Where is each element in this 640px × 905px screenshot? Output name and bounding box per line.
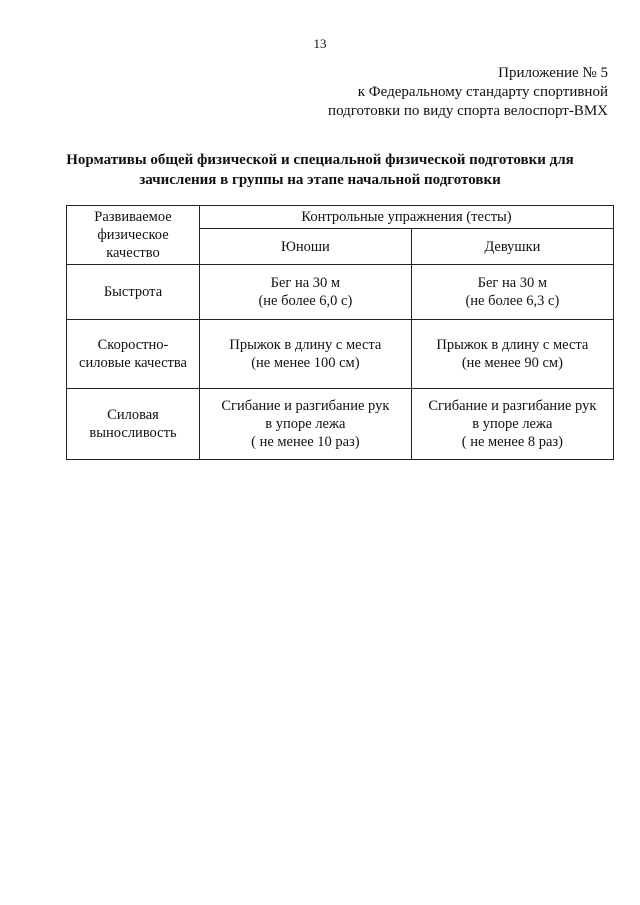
document-title-line-1: Нормативы общей физической и специальной физической подготовки для: [66, 152, 574, 168]
norms-table: [66, 205, 614, 460]
header-tests: Контрольные упражнения (тесты): [200, 206, 614, 229]
row-boys-cell: Бег на 30 м (не более 6,0 с): [200, 265, 412, 320]
row-girls-cell: Сгибание и разгибание рук в упоре лежа ( не менее 8 раз): [411, 389, 613, 460]
row-quality-cell: Быстрота: [67, 265, 200, 320]
table-row: [67, 389, 614, 460]
table-row: [67, 265, 614, 320]
appendix-standard: к Федеральному стандарту спортивной: [357, 84, 608, 100]
appendix-sport: подготовки по виду спорта велоспорт-ВМХ: [328, 103, 608, 119]
row-quality-cell: Скоростно- силовые качества: [67, 320, 200, 389]
row-quality-cell: Силовая выносливость: [67, 389, 200, 460]
row-girls-cell: Бег на 30 м (не более 6,3 с): [411, 265, 613, 320]
row-boys-cell: Прыжок в длину с места (не менее 100 см): [200, 320, 412, 389]
header-girls: Девушки: [411, 229, 613, 265]
table-row: [67, 320, 614, 389]
header-quality: Развиваемое физическое качество: [67, 206, 200, 265]
document-title-line-2: зачисления в группы на этапе начальной подготовки: [139, 172, 501, 188]
appendix-number: Приложение № 5: [498, 65, 608, 81]
document-title: [0, 150, 640, 190]
header-boys: Юноши: [200, 229, 412, 265]
page-number: 13: [313, 36, 327, 51]
row-boys-cell: Сгибание и разгибание рук в упоре лежа ( не менее 10 раз): [200, 389, 412, 460]
row-girls-cell: Прыжок в длину с места (не менее 90 см): [411, 320, 613, 389]
table-header-row: [67, 206, 614, 229]
appendix-header: [328, 64, 608, 121]
